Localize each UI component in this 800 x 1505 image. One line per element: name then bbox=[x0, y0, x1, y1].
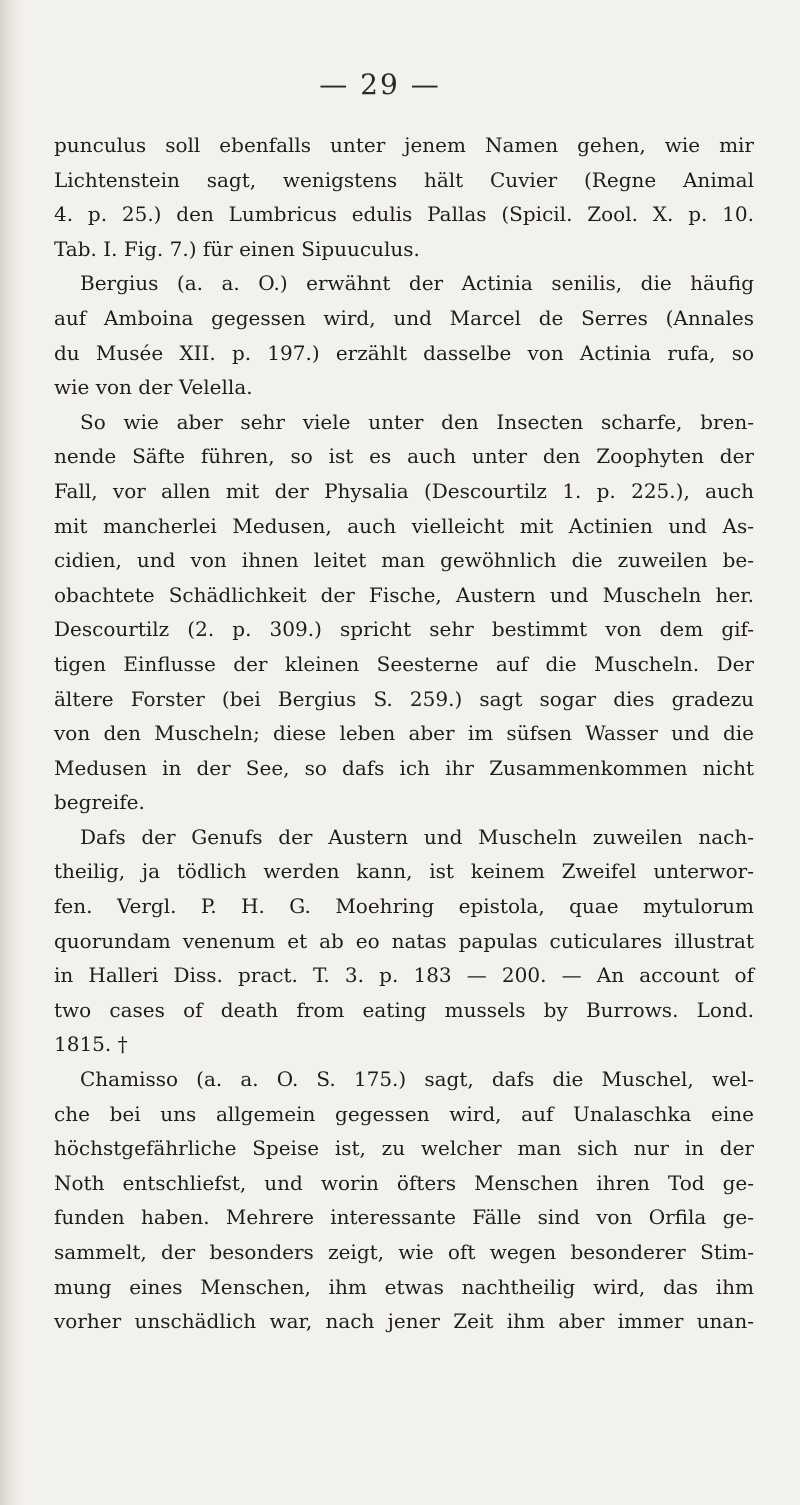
text-line: du Musée XII. p. 197.) erzählt dasselbe von Actinia rufa, so bbox=[54, 340, 754, 365]
text-line: Noth entschliefst, und worin öfters Menschen ihren Tod ge- bbox=[54, 1170, 754, 1195]
page-binding-edge bbox=[0, 0, 22, 1505]
text-line: mung eines Menschen, ihm etwas nachtheilig wird, das ihm bbox=[54, 1274, 754, 1299]
text-line: 4. p. 25.) den Lumbricus edulis Pallas (Spicil. Zool. X. p. 10. bbox=[54, 202, 754, 227]
text-line: tigen Einflusse der kleinen Seesterne auf die Muscheln. Der bbox=[54, 651, 754, 676]
text-line: Chamisso (a. a. O. S. 175.) sagt, dafs die Muschel, wel- bbox=[80, 1067, 754, 1092]
page-number: — 29 — bbox=[319, 68, 441, 101]
text-line: Lichtenstein sagt, wenigstens hält Cuvier (Regne Animal bbox=[54, 167, 754, 192]
text-line: in Halleri Diss. pract. T. 3. p. 183 — 200. — An account of bbox=[54, 963, 754, 988]
text-line: Fall, vor allen mit der Physalia (Descourtilz 1. p. 225.), auch bbox=[54, 478, 754, 503]
text-line: 1815. † bbox=[54, 1032, 128, 1057]
text-line: wie von der Velella. bbox=[54, 375, 253, 400]
text-line: So wie aber sehr viele unter den Insecten scharfe, bren- bbox=[80, 409, 754, 434]
text-line: quorundam venenum et ab eo natas papulas cuticulares illustrat bbox=[54, 928, 754, 953]
text-line: punculus soll ebenfalls unter jenem Namen gehen, wie mir bbox=[54, 133, 754, 157]
text-line: vorher unschädlich war, nach jener Zeit ihm aber immer unan- bbox=[54, 1309, 754, 1334]
text-line: Medusen in der See, so dafs ich ihr Zusammenkommen nicht bbox=[54, 755, 754, 780]
text-line: Descourtilz (2. p. 309.) spricht sehr bestimmt von dem gif- bbox=[54, 617, 754, 642]
text-line: sammelt, der besonders zeigt, wie oft wegen besonderer Stim- bbox=[54, 1240, 754, 1264]
text-line: Dafs der Genufs der Austern und Muscheln zuweilen nach- bbox=[80, 824, 754, 849]
text-line: fen. Vergl. P. H. G. Moehring epistola, quae mytulorum bbox=[54, 894, 754, 919]
text-line: cidien, und von ihnen leitet man gewöhnlich die zuweilen be- bbox=[54, 548, 754, 573]
text-line: funden haben. Mehrere interessante Fälle sind von Orfila ge- bbox=[54, 1205, 754, 1230]
text-line: auf Amboina gegessen wird, und Marcel de Serres (Annales bbox=[54, 305, 754, 330]
body-text bbox=[54, 128, 754, 1339]
text-line: che bei uns allgemein gegessen wird, auf Unalaschka eine bbox=[54, 1101, 754, 1126]
text-line: ältere Forster (bei Bergius S. 259.) sagt sogar dies gradezu bbox=[54, 686, 754, 711]
text-line: mit mancherlei Medusen, auch vielleicht mit Actinien und As- bbox=[54, 513, 754, 538]
text-line: höchstgefährliche Speise ist, zu welcher man sich nur in der bbox=[54, 1136, 754, 1161]
text-line: Tab. I. Fig. 7.) für einen Sipuuculus. bbox=[54, 236, 420, 261]
text-line: obachtete Schädlichkeit der Fische, Austern und Muscheln her. bbox=[54, 582, 754, 607]
text-line: von den Muscheln; diese leben aber im süfsen Wasser und die bbox=[54, 721, 754, 746]
text-line: Bergius (a. a. O.) erwähnt der Actinia senilis, die häufig bbox=[80, 271, 754, 296]
text-line: nende Säfte führen, so ist es auch unter den Zoophyten der bbox=[54, 444, 754, 469]
text-line: two cases of death from eating mussels by Burrows. Lond. bbox=[54, 997, 754, 1022]
text-line: begreife. bbox=[54, 790, 145, 815]
text-line: theilig, ja tödlich werden kann, ist keinem Zweifel unterwor- bbox=[54, 859, 754, 884]
